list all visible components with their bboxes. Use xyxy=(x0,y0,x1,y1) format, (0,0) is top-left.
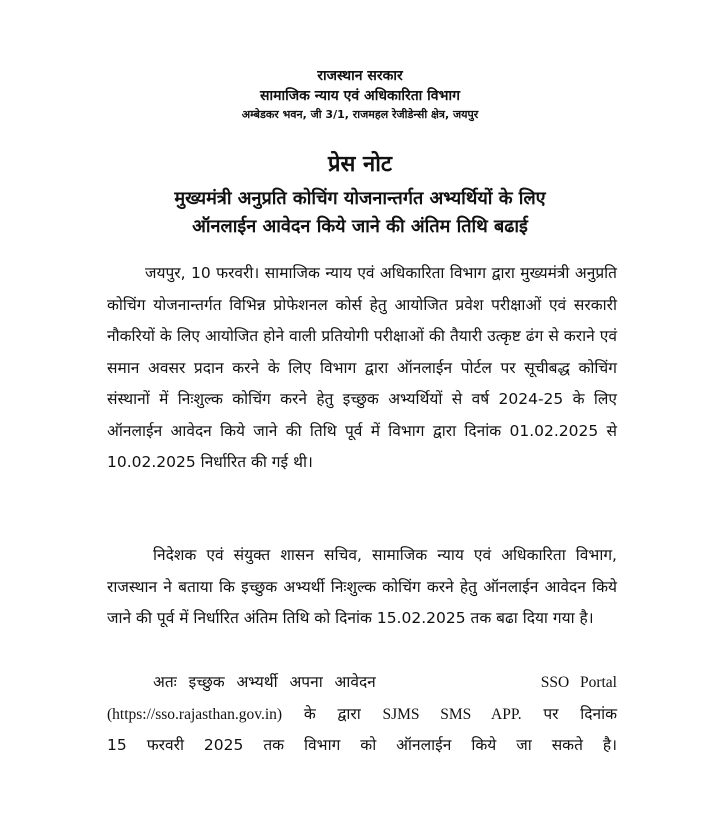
press-note-title: प्रेस नोट xyxy=(327,152,393,177)
government-name: राजस्थान सरकार xyxy=(317,68,403,84)
paragraph-3-line-1 xyxy=(107,667,617,699)
paragraph-1: जयपुर, 10 फरवरी। सामाजिक न्याय एवं अधिकारिता विभाग द्वारा मुख्यमंत्री अनुप्रति कोचिंग योजनान्तर्गत विभिन्न प्रोफेशनल कोर्स हेतु आयोजित प्रवेश परीक्षाओं एवं सरकारी नौकरियों के लिए आयोजित होने वाली प्रतियोगी परीक्षाओं की तैयारी उत्कृष्ट ढंग से कराने एवं समान अवसर प्रदान करने के लिए विभाग द्वारा ऑनलाईन पोर्टल पर सूचीबद्ध कोचिंग संस्थानों में निःशुल्क कोचिंग करने हेतु इच्छुक अभ्यर्थियों से वर्ष 2024-25 के लिए ऑनलाईन आवेदन किये जाने की तिथि पूर्व में विभाग द्वारा दिनांक 01.02.2025 से 10.02.2025 निर्धारित की गई थी। xyxy=(107,264,617,471)
subject-line-1: मुख्यमंत्री अनुप्रति कोचिंग योजनान्तर्गत अभ्यर्थियों के लिए xyxy=(174,188,546,209)
department-name: सामाजिक न्याय एवं अधिकारिता विभाग xyxy=(260,88,460,104)
paragraph-2: निदेशक एवं संयुक्त शासन सचिव, सामाजिक न्याय एवं अधिकारिता विभाग, राजस्थान ने बताया कि इच्छुक अभ्यर्थी निःशुल्क कोचिंग करने हेतु ऑनलाईन आवेदन किये जाने की पूर्व में निर्धारित अंतिम तिथि को दिनांक 15.02.2025 तक बढा दिया गया है। xyxy=(107,546,617,627)
paragraph-3-text: अतः इच्छुक अभ्यर्थी अपना आवेदन xyxy=(153,673,376,691)
sso-portal-label: SSO Portal xyxy=(540,674,617,691)
paragraph-3-text: पर दिनांक xyxy=(543,704,617,723)
paragraph-3-line-2 xyxy=(107,699,617,731)
subject-line-2: ऑनलाईन आवेदन किये जाने की अंतिम तिथि बढाई xyxy=(192,216,528,237)
sso-portal-url: (https://sso.rajasthan.gov.in) xyxy=(107,705,283,723)
paragraph-3-line-3: 15 फरवरी 2025 तक विभाग को ऑनलाईन किये जा सकते है। xyxy=(107,736,617,754)
sjms-sms-app-label: SJMS SMS APP. xyxy=(382,705,522,723)
paragraph-3-text: के द्वारा xyxy=(303,704,361,723)
paragraph-3 xyxy=(107,667,617,762)
department-address: अम्बेडकर भवन, जी 3/1, राजमहल रेजीडेन्सी क्षेत्र, जयपुर xyxy=(241,108,479,121)
